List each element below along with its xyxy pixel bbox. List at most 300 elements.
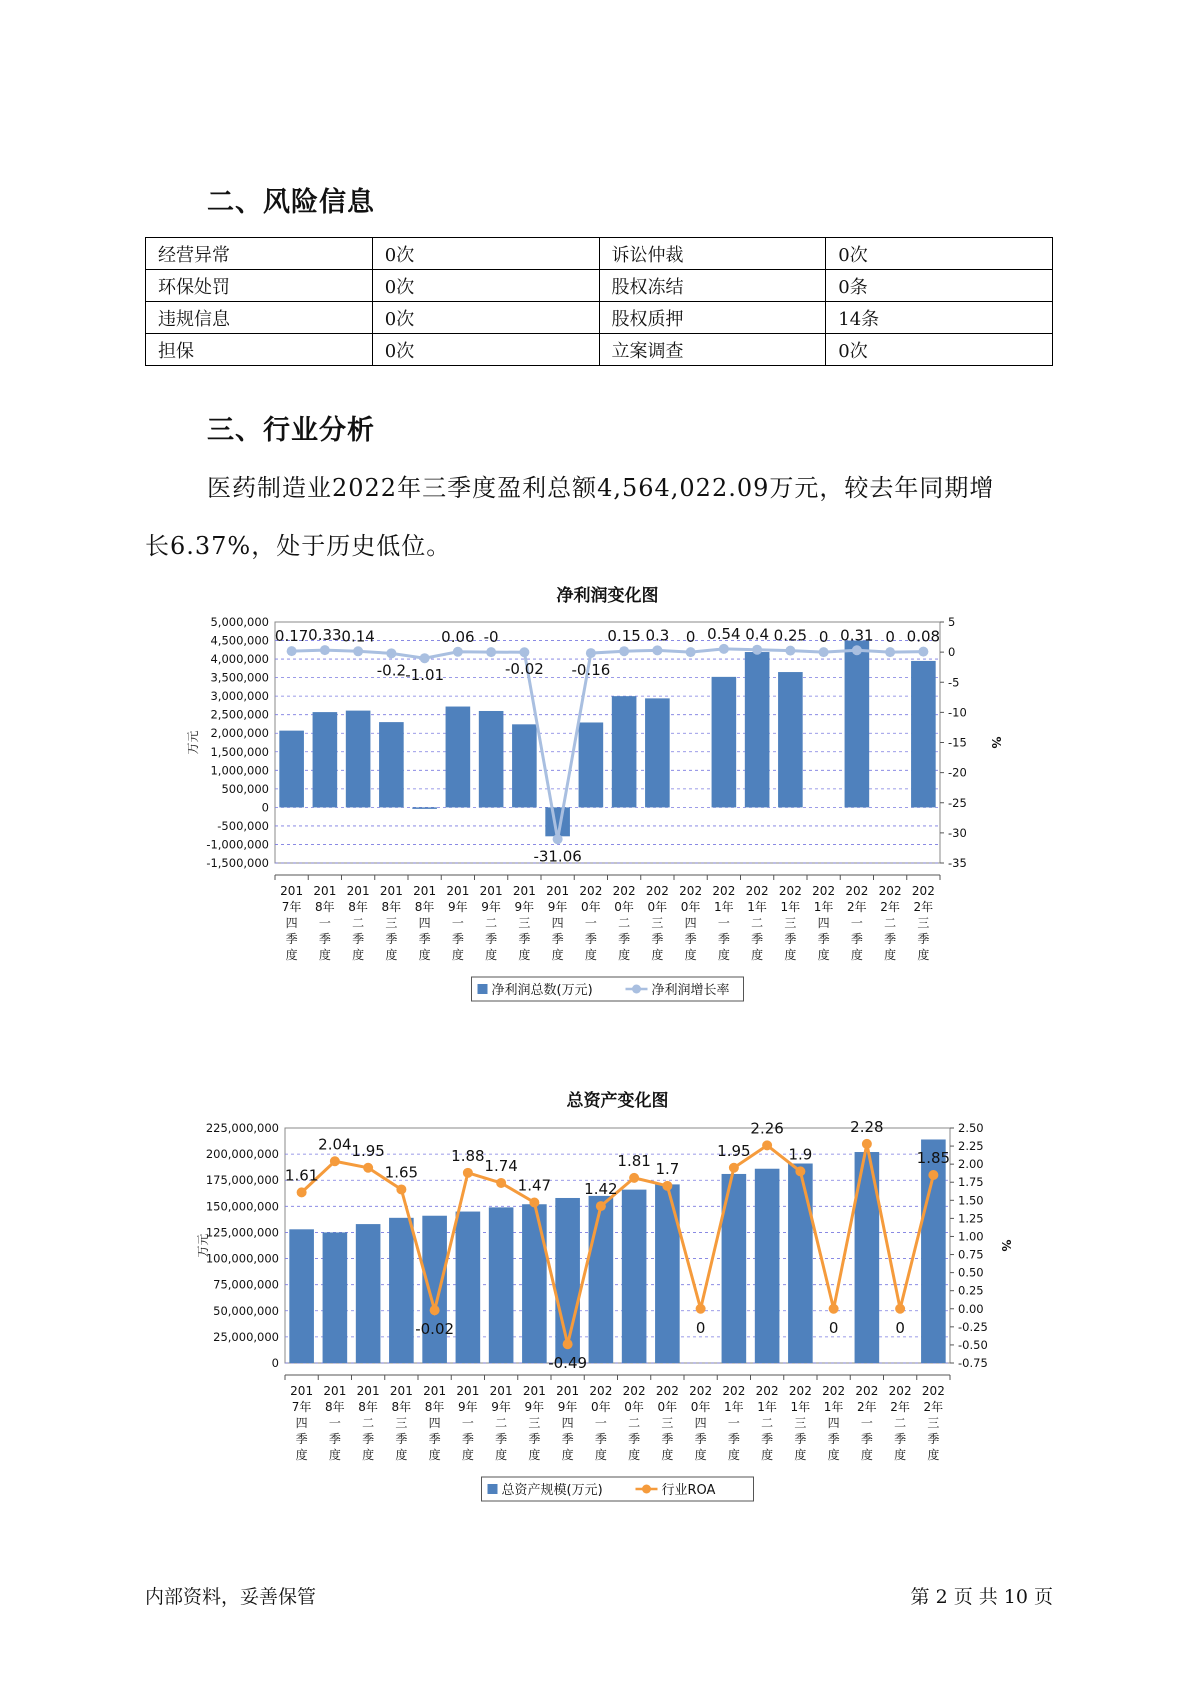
x-tick-label: 四: [561, 1416, 574, 1430]
x-tick-label: 季: [894, 1432, 907, 1446]
data-label: 0.15: [607, 627, 641, 646]
risk-value-cell: 14条: [826, 302, 1053, 334]
x-tick-label: 三: [528, 1416, 541, 1430]
x-tick-label: 二: [761, 1416, 774, 1430]
y2-tick-label: 2.25: [958, 1139, 984, 1154]
bar: [422, 1216, 447, 1363]
y-tick-label: 0: [271, 1356, 279, 1370]
x-tick-label: 季: [761, 1432, 774, 1446]
x-tick-label: 201: [479, 884, 503, 898]
industry-paragraph-line2: 长6.37%，处于历史低位。: [145, 532, 452, 560]
x-tick-label: 度: [751, 948, 764, 962]
x-tick-label: 202: [878, 884, 902, 898]
data-label: 0: [885, 628, 895, 647]
x-tick-label: 度: [561, 1448, 574, 1462]
line-point: [586, 648, 596, 658]
x-tick-label: 度: [651, 948, 664, 962]
bar: [279, 731, 304, 808]
risk-value-cell: 0次: [372, 238, 599, 270]
data-label: 2.04: [318, 1135, 352, 1154]
risk-value-cell: 0次: [372, 302, 599, 334]
bar: [456, 1212, 481, 1363]
x-tick-label: 202: [622, 1384, 646, 1398]
x-tick-label: 季: [751, 932, 764, 946]
y2-tick-label: -0.50: [958, 1337, 988, 1352]
x-tick-label: 季: [285, 932, 298, 946]
risk-table-row: [146, 238, 1053, 270]
x-tick-label: 季: [917, 932, 930, 946]
bar: [313, 712, 338, 807]
x-tick-label: 202: [778, 884, 802, 898]
x-tick-label: 季: [461, 1432, 474, 1446]
x-tick-label: 一: [717, 916, 730, 930]
bar: [911, 661, 936, 807]
y-tick-label: 25,000,000: [213, 1329, 279, 1344]
x-tick-label: 二: [495, 1416, 508, 1430]
total-assets-chart: [185, 1090, 1015, 1550]
section-heading-industry: 三、行业分析: [207, 415, 375, 446]
x-tick-label: 季: [794, 1432, 807, 1446]
x-tick-label: 202: [612, 884, 636, 898]
x-tick-label: 度: [717, 948, 730, 962]
x-tick-label: 四: [694, 1416, 707, 1430]
x-tick-label: 度: [727, 1448, 740, 1462]
x-tick-label: 0年: [680, 900, 701, 914]
risk-label-cell: 股权质押: [599, 302, 826, 334]
line-point: [729, 1163, 739, 1173]
y2-tick-label: -20: [948, 765, 967, 780]
x-tick-label: 201: [413, 884, 437, 898]
x-tick-label: 季: [295, 1432, 308, 1446]
legend-label: 总资产规模(万元): [501, 1483, 603, 1498]
x-tick-label: 度: [295, 1448, 308, 1462]
line-point: [519, 647, 529, 657]
x-tick-label: 8年: [358, 1400, 378, 1414]
x-tick-label: 201: [280, 884, 304, 898]
data-label: 1.42: [584, 1180, 618, 1199]
risk-label-cell: 违规信息: [146, 302, 373, 334]
y-tick-label: -500,000: [217, 818, 269, 833]
legend-bar-swatch: [488, 1484, 498, 1494]
data-label: 2.28: [850, 1117, 884, 1136]
x-tick-label: 季: [451, 932, 464, 946]
x-tick-label: 一: [850, 916, 863, 930]
line-point: [918, 647, 928, 657]
x-tick-label: 度: [495, 1448, 508, 1462]
x-tick-label: 季: [551, 932, 564, 946]
line-point: [529, 1197, 539, 1207]
x-tick-label: 季: [694, 1432, 707, 1446]
data-label: 1.95: [717, 1141, 751, 1160]
x-tick-label: 201: [546, 884, 570, 898]
x-tick-label: 度: [694, 1448, 707, 1462]
bar: [579, 722, 604, 807]
x-tick-label: 9年: [547, 900, 568, 914]
line-point: [486, 647, 496, 657]
line-point: [829, 1304, 839, 1314]
line-point: [795, 1166, 805, 1176]
x-tick-label: 0年: [581, 900, 601, 914]
x-tick-label: 1年: [813, 900, 834, 914]
x-tick-label: 2年: [890, 1400, 910, 1414]
line-point: [852, 645, 862, 655]
y2-tick-label: -10: [948, 705, 967, 720]
x-tick-label: 202: [689, 1384, 713, 1398]
x-tick-label: 度: [594, 1448, 607, 1462]
line-point: [563, 1339, 573, 1349]
line-point: [885, 647, 895, 657]
footer-note: 内部资料，妥善保管: [145, 1586, 317, 1608]
x-tick-label: 度: [584, 948, 597, 962]
x-tick-label: 三: [927, 1416, 940, 1430]
bar: [323, 1232, 348, 1363]
x-tick-label: 度: [927, 1448, 940, 1462]
data-label: 0.06: [441, 627, 475, 646]
x-tick-label: 四: [684, 916, 697, 930]
x-tick-label: 202: [745, 884, 769, 898]
x-tick-label: 201: [389, 1384, 413, 1398]
x-tick-label: 季: [428, 1432, 441, 1446]
line-point: [619, 646, 629, 656]
y-tick-label: 5,000,000: [210, 615, 269, 629]
x-tick-label: 二: [485, 916, 498, 930]
y2-tick-label: 1.50: [958, 1193, 984, 1208]
x-tick-label: 度: [894, 1448, 907, 1462]
x-tick-label: 季: [651, 932, 664, 946]
data-label: 1.47: [517, 1176, 552, 1195]
y2-tick-label: 1.75: [958, 1175, 984, 1190]
x-tick-label: 季: [827, 1432, 840, 1446]
y2-tick-label: 1.25: [958, 1211, 984, 1226]
x-tick-label: 季: [518, 932, 531, 946]
x-tick-label: 201: [522, 1384, 546, 1398]
data-label: -31.06: [533, 847, 582, 866]
x-tick-label: 三: [395, 1416, 408, 1430]
x-tick-label: 四: [551, 916, 564, 930]
legend-label: 净利润增长率: [651, 983, 730, 998]
x-tick-label: 季: [817, 932, 830, 946]
x-tick-label: 1年: [790, 1400, 811, 1414]
bar: [289, 1229, 314, 1363]
x-tick-label: 9年: [514, 900, 535, 914]
x-tick-label: 9年: [448, 900, 468, 914]
legend-label: 净利润总数(万元): [491, 983, 593, 998]
x-tick-label: 度: [761, 1448, 774, 1462]
x-tick-label: 1年: [757, 1400, 777, 1414]
x-tick-label: 季: [561, 1432, 574, 1446]
x-tick-label: 三: [661, 1416, 674, 1430]
line-point: [696, 1304, 706, 1314]
data-label: -0.02: [504, 660, 544, 679]
x-tick-label: 0年: [591, 1400, 611, 1414]
x-tick-label: 8年: [325, 1400, 345, 1414]
x-tick-label: 季: [318, 932, 331, 946]
bar: [788, 1164, 813, 1363]
line-point: [396, 1184, 406, 1194]
risk-value-cell: 0次: [372, 270, 599, 302]
risk-label-cell: 立案调查: [599, 334, 826, 366]
x-tick-label: 8年: [381, 900, 402, 914]
x-tick-label: 度: [285, 948, 298, 962]
bar: [412, 807, 437, 809]
x-tick-label: 0年: [690, 1400, 711, 1414]
bar: [612, 696, 637, 807]
x-tick-label: 度: [827, 1448, 840, 1462]
x-tick-label: 度: [328, 1448, 341, 1462]
x-tick-label: 三: [917, 916, 930, 930]
y2-tick-label: 0.25: [958, 1283, 984, 1298]
x-tick-label: 7年: [281, 900, 302, 914]
data-label: 1.7: [655, 1159, 680, 1178]
y2-tick-label: 0.00: [958, 1301, 984, 1316]
line-point: [895, 1304, 905, 1314]
x-tick-label: 0年: [614, 900, 634, 914]
x-tick-label: 二: [884, 916, 897, 930]
industry-paragraph-line1: 医药制造业2022年三季度盈利总额4,564,022.09万元，较去年同期增: [207, 474, 995, 502]
line-point: [629, 1173, 639, 1183]
x-tick-label: 201: [423, 1384, 447, 1398]
bar: [655, 1184, 680, 1363]
x-tick-label: 度: [352, 948, 365, 962]
y2-tick-label: 0.50: [958, 1265, 984, 1280]
x-tick-label: 0年: [624, 1400, 644, 1414]
y-tick-label: 0: [261, 800, 269, 815]
y-tick-label: -1,000,000: [206, 837, 269, 852]
y-tick-label: 4,000,000: [210, 652, 269, 667]
x-tick-label: 三: [651, 916, 664, 930]
y2-tick-label: -35: [948, 856, 967, 870]
x-tick-label: 四: [817, 916, 830, 930]
data-label: -0.02: [415, 1320, 455, 1339]
legend-label: 行业ROA: [661, 1483, 716, 1498]
x-tick-label: 201: [313, 884, 337, 898]
bar: [712, 677, 737, 808]
x-tick-label: 二: [362, 1416, 375, 1430]
y2-tick-label: -15: [948, 735, 967, 750]
x-tick-label: 202: [822, 1384, 846, 1398]
line-point: [862, 1139, 872, 1149]
line-point: [752, 645, 762, 655]
x-tick-label: 8年: [315, 900, 335, 914]
line-point: [652, 645, 662, 655]
x-tick-label: 9年: [557, 1400, 578, 1414]
y2-axis-label: %: [989, 736, 1003, 749]
y2-tick-label: -25: [948, 795, 967, 810]
y2-tick-label: 2.50: [958, 1121, 984, 1135]
data-label: 0: [685, 628, 696, 647]
x-tick-label: 度: [684, 948, 697, 962]
x-tick-label: 8年: [391, 1400, 412, 1414]
x-tick-label: 2年: [913, 900, 934, 914]
risk-value-cell: 0条: [826, 270, 1053, 302]
risk-value-cell: 0次: [826, 238, 1053, 270]
x-tick-label: 度: [418, 948, 431, 962]
x-tick-label: 季: [850, 932, 863, 946]
x-tick-label: 季: [618, 932, 631, 946]
x-tick-label: 季: [584, 932, 597, 946]
x-tick-label: 2年: [847, 900, 867, 914]
y-tick-label: -1,500,000: [206, 856, 269, 870]
risk-label-cell: 诉讼仲裁: [599, 238, 826, 270]
x-tick-label: 季: [884, 932, 897, 946]
x-tick-label: 三: [518, 916, 531, 930]
line-point: [463, 1168, 473, 1178]
data-label: 1.74: [484, 1156, 518, 1175]
y2-tick-label: -0.75: [958, 1356, 988, 1370]
line-point: [662, 1181, 672, 1191]
y-tick-label: 150,000,000: [205, 1199, 279, 1214]
x-tick-label: 一: [461, 1416, 474, 1430]
line-point: [386, 648, 396, 658]
y2-tick-label: 0.75: [958, 1247, 984, 1262]
x-tick-label: 季: [784, 932, 797, 946]
y-tick-label: 200,000,000: [205, 1147, 279, 1162]
data-label: 0.33: [308, 626, 342, 645]
x-tick-label: 度: [518, 948, 531, 962]
x-tick-label: 季: [352, 932, 365, 946]
x-tick-label: 四: [428, 1416, 441, 1430]
chart-title: 净利润变化图: [556, 586, 659, 606]
x-tick-label: 度: [451, 948, 464, 962]
y2-tick-label: -30: [948, 825, 967, 840]
x-tick-label: 一: [328, 1416, 341, 1430]
x-tick-label: 度: [618, 948, 631, 962]
x-tick-label: 202: [589, 1384, 613, 1398]
line-point: [596, 1201, 606, 1211]
line-point: [762, 1140, 772, 1150]
x-tick-label: 二: [751, 916, 764, 930]
y-tick-label: 75,000,000: [213, 1277, 279, 1292]
bar: [745, 652, 770, 807]
bar: [589, 1196, 614, 1363]
bar: [479, 711, 504, 807]
x-tick-label: 度: [661, 1448, 674, 1462]
x-tick-label: 201: [290, 1384, 314, 1398]
x-tick-label: 季: [628, 1432, 641, 1446]
y-tick-label: 100,000,000: [205, 1251, 279, 1266]
risk-value-cell: 0次: [372, 334, 599, 366]
line-point: [785, 646, 795, 656]
x-tick-label: 度: [428, 1448, 441, 1462]
data-label: 0.54: [707, 624, 741, 643]
x-tick-label: 一: [451, 916, 464, 930]
line-point: [363, 1163, 373, 1173]
y-tick-label: 3,000,000: [210, 689, 269, 704]
line-point: [719, 644, 729, 654]
y-axis-label: 万元: [186, 730, 200, 755]
x-tick-label: 1年: [714, 900, 734, 914]
risk-table-row: [146, 270, 1053, 302]
data-label: -1.01: [405, 666, 445, 685]
y2-tick-label: -5: [948, 675, 960, 690]
x-tick-label: 8年: [348, 900, 368, 914]
x-tick-label: 1年: [747, 900, 767, 914]
x-tick-label: 201: [356, 1384, 380, 1398]
bar: [489, 1207, 514, 1363]
x-tick-label: 度: [395, 1448, 408, 1462]
bar: [379, 722, 404, 807]
x-tick-label: 202: [755, 1384, 779, 1398]
x-tick-label: 1年: [724, 1400, 744, 1414]
x-tick-label: 9年: [458, 1400, 478, 1414]
x-tick-label: 201: [346, 884, 370, 898]
x-tick-label: 202: [788, 1384, 812, 1398]
x-tick-label: 1年: [780, 900, 801, 914]
x-tick-label: 202: [645, 884, 669, 898]
y-tick-label: 1,500,000: [210, 744, 269, 759]
bar: [645, 698, 670, 807]
risk-label-cell: 环保处罚: [146, 270, 373, 302]
data-label: 0.08: [906, 627, 941, 646]
x-tick-label: 9年: [524, 1400, 545, 1414]
chart-title: 总资产变化图: [566, 1091, 669, 1111]
line-point: [686, 647, 696, 657]
x-tick-label: 一: [584, 916, 597, 930]
x-tick-label: 季: [717, 932, 730, 946]
data-label: 0.4: [745, 625, 770, 644]
data-label: 0.25: [773, 626, 808, 645]
x-tick-label: 201: [512, 884, 536, 898]
line-point: [819, 647, 829, 657]
x-tick-label: 度: [385, 948, 398, 962]
x-tick-label: 2年: [857, 1400, 877, 1414]
x-tick-label: 202: [722, 1384, 746, 1398]
x-tick-label: 四: [285, 916, 298, 930]
x-tick-label: 202: [712, 884, 736, 898]
risk-value-cell: 0次: [826, 334, 1053, 366]
data-label: 2.26: [750, 1119, 784, 1138]
data-label: 1.61: [284, 1166, 319, 1185]
x-tick-label: 度: [528, 1448, 541, 1462]
x-tick-label: 度: [318, 948, 331, 962]
line-point: [353, 646, 363, 656]
x-tick-label: 一: [727, 1416, 740, 1430]
risk-label-cell: 经营异常: [146, 238, 373, 270]
bar: [845, 641, 870, 808]
x-tick-label: 202: [655, 1384, 679, 1398]
x-tick-label: 9年: [491, 1400, 511, 1414]
data-label: 0.31: [840, 626, 874, 645]
x-tick-label: 一: [318, 916, 331, 930]
data-label: -0: [483, 628, 499, 647]
bar: [622, 1190, 647, 1363]
data-label: 0: [828, 1318, 839, 1337]
x-tick-label: 1年: [823, 1400, 844, 1414]
x-tick-label: 三: [385, 916, 398, 930]
line-point: [330, 1156, 340, 1166]
x-tick-label: 季: [661, 1432, 674, 1446]
y-tick-label: 500,000: [221, 781, 269, 796]
y2-tick-label: 1.00: [958, 1229, 984, 1244]
x-tick-label: 度: [794, 1448, 807, 1462]
x-tick-label: 二: [894, 1416, 907, 1430]
x-tick-label: 二: [618, 916, 631, 930]
x-tick-label: 202: [855, 1384, 879, 1398]
line-point: [553, 834, 563, 844]
legend-bar-swatch: [478, 984, 488, 994]
x-tick-label: 二: [628, 1416, 641, 1430]
x-tick-label: 季: [594, 1432, 607, 1446]
line-point: [928, 1170, 938, 1180]
bar: [755, 1169, 780, 1363]
x-tick-label: 度: [817, 948, 830, 962]
bar: [356, 1224, 381, 1363]
line-point: [496, 1178, 506, 1188]
data-label: -0.2: [376, 661, 407, 680]
x-tick-label: 季: [385, 932, 398, 946]
x-tick-label: 2年: [923, 1400, 944, 1414]
x-tick-label: 四: [295, 1416, 308, 1430]
